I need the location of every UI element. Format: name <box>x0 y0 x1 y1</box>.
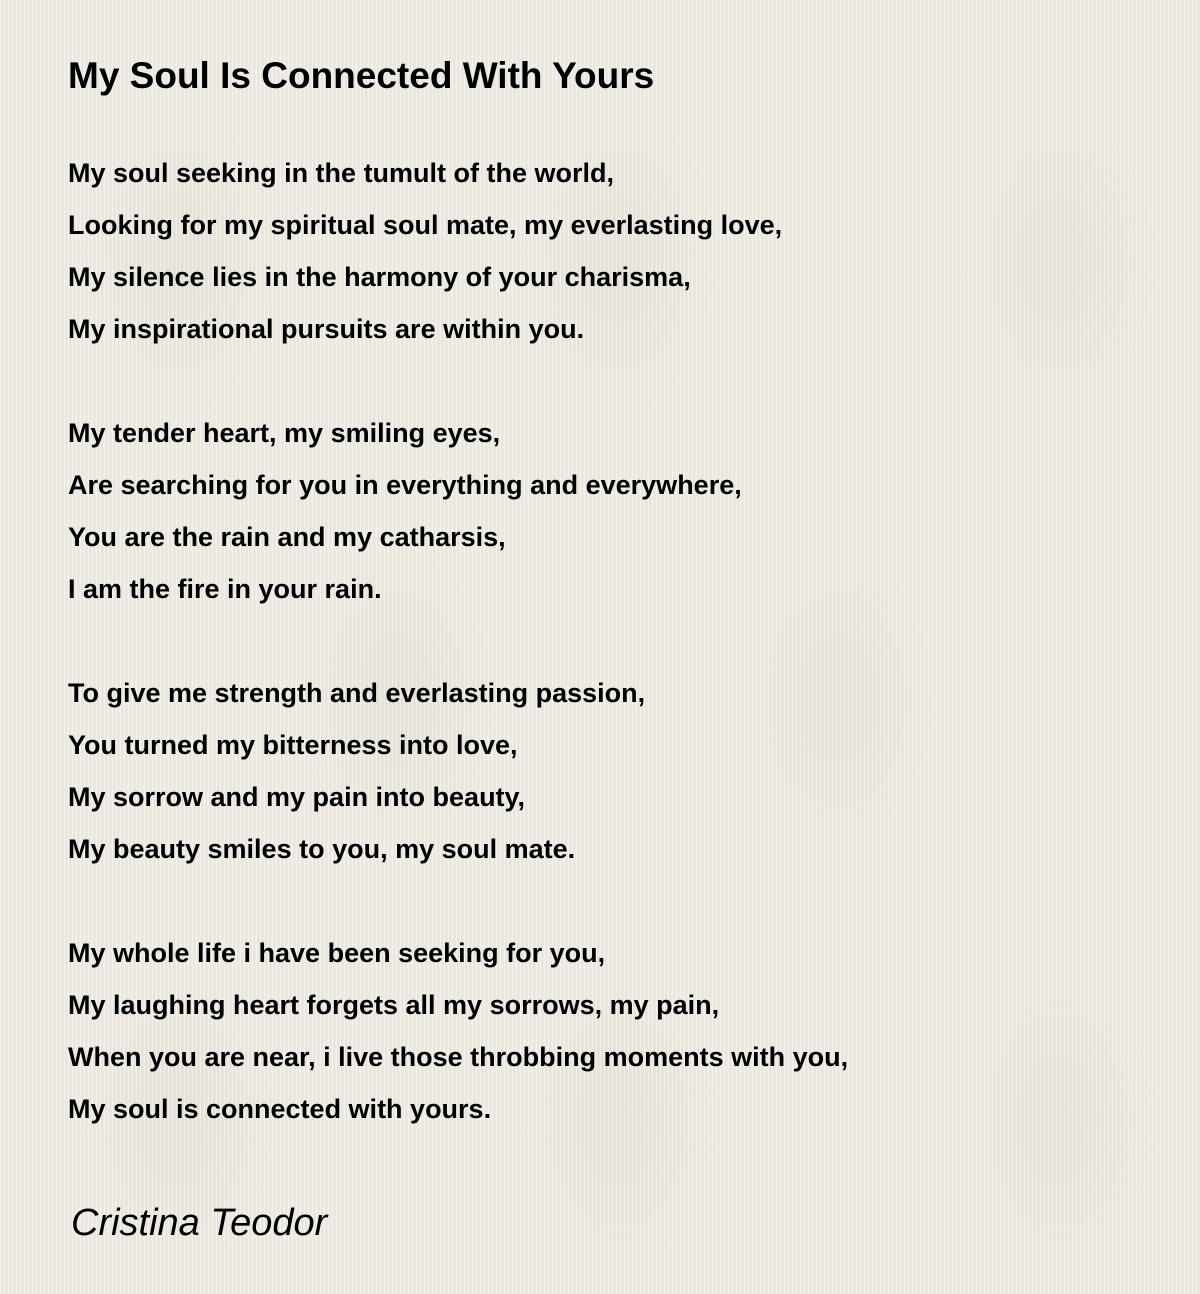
poem-line: My laughing heart forgets all my sorrows, my pain, <box>68 990 720 1020</box>
poem-body <box>68 147 1168 1135</box>
poem-line: Are searching for you in everything and everywhere, <box>68 470 742 500</box>
poem-page <box>68 52 1168 1247</box>
poem-title: My Soul Is Connected With Yours <box>68 55 655 96</box>
poem-line: Looking for my spiritual soul mate, my everlasting love, <box>68 210 783 240</box>
poem-author: Cristina Teodor <box>71 1202 328 1244</box>
poem-line: My whole life i have been seeking for you, <box>68 938 606 968</box>
poem-line: My tender heart, my smiling eyes, <box>68 418 501 448</box>
stanza-1 <box>68 147 1168 355</box>
poem-line: To give me strength and everlasting passion, <box>68 678 646 708</box>
poem-line: I am the fire in your rain. <box>68 574 382 604</box>
poem-line: My sorrow and my pain into beauty, <box>68 782 526 812</box>
poem-line: You are the rain and my catharsis, <box>68 522 506 552</box>
stanza-3 <box>68 667 1168 875</box>
poem-line: You turned my bitterness into love, <box>68 730 518 760</box>
poem-line: My soul is connected with yours. <box>68 1094 492 1124</box>
poem-line: My silence lies in the harmony of your charisma, <box>68 262 691 292</box>
stanza-4 <box>68 927 1168 1135</box>
poem-line: My soul seeking in the tumult of the world, <box>68 158 615 188</box>
stanza-2 <box>68 407 1168 615</box>
poem-line: My inspirational pursuits are within you. <box>68 314 585 344</box>
poem-line: When you are near, i live those throbbing moments with you, <box>68 1042 849 1072</box>
poem-line: My beauty smiles to you, my soul mate. <box>68 834 576 864</box>
